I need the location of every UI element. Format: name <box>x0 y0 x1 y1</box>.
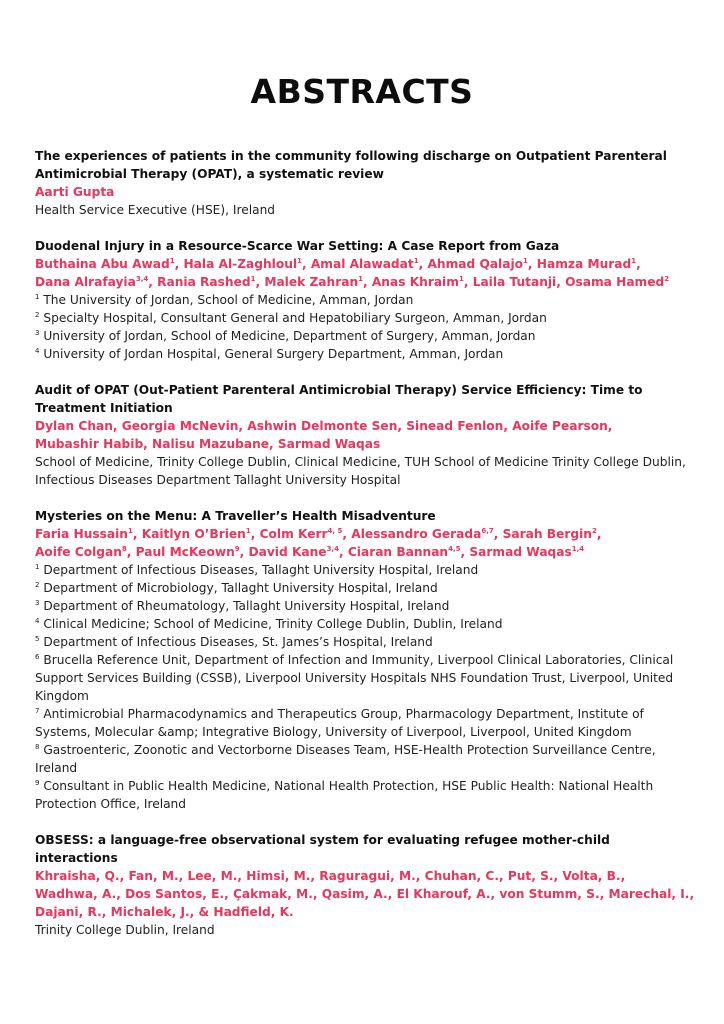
author-name <box>264 275 363 289</box>
author-name-text: Raguragui, M. <box>319 869 416 883</box>
affiliation-text: Health Service Executive (HSE), Ireland <box>35 203 276 217</box>
author-name <box>35 545 127 559</box>
author-name <box>128 869 178 883</box>
author-affiliation-mark: 4, 5 <box>327 526 343 535</box>
affiliation-mark: 3 <box>35 328 40 337</box>
author-name-text: Çakmak, M. <box>232 887 313 901</box>
affiliation-text: Clinical Medicine; School of Medicine, Trinity College Dublin, Dublin, Ireland <box>43 617 503 631</box>
author-affiliation-mark: 2 <box>664 274 670 283</box>
author-affiliation-mark: 6,7 <box>481 526 494 535</box>
author-name-text: Amal Alawadat <box>310 257 414 271</box>
affiliation-mark: 1 <box>35 292 40 301</box>
abstract-title: OBSESS: a language-free observational system for evaluating refugee mother-child interactions <box>35 833 610 865</box>
author-name-text: Sarah Bergin <box>502 527 592 541</box>
author-name <box>247 419 397 433</box>
affiliation-text: School of Medicine, Trinity College Dublin, Clinical Medicine, TUH School of Medicine Trinity College Dublin, Infectious Diseases Department Tallaght University Hospital <box>35 455 686 487</box>
author-name <box>508 869 554 883</box>
author-name <box>199 905 294 919</box>
author-name <box>503 527 597 541</box>
author-name-text: Rania Rashed <box>157 275 251 289</box>
author-name <box>35 905 102 919</box>
author-name-text: Ciaran Bannan <box>347 545 449 559</box>
author-name-text: Dos Santos, E. <box>125 887 225 901</box>
author-name-text: David Kane <box>248 545 327 559</box>
author-name <box>372 275 464 289</box>
author-name <box>142 527 251 541</box>
affiliation-line <box>35 921 695 939</box>
author-affiliation-mark: 9 <box>234 544 240 553</box>
author-name <box>427 257 527 271</box>
affiliation-line <box>35 201 695 219</box>
affiliation-mark: 2 <box>35 580 40 589</box>
author-name <box>152 437 269 451</box>
author-affiliation-mark: 1 <box>631 256 637 265</box>
affiliation-mark: 5 <box>35 634 40 643</box>
author-name <box>122 419 239 433</box>
author-name-text: & Hadfield, K. <box>198 905 294 919</box>
affiliation-line <box>35 615 695 633</box>
author-name-text: Aoife Pearson <box>512 419 608 433</box>
affiliation-mark: 7 <box>35 706 40 715</box>
author-list <box>35 183 695 201</box>
author-list: Buthaina Abu Awad$^1$, Hala Al-Zaghloul$^1$, Amal Alawadat$^1$, Ahmad Qalajo$^1$, Hamza Murad$^1$, Dana Alrafayia$^{3,4}$, Rania Rashed$^1$, Malek Zahran$^1$, Anas Khraim$^1$, Laila Tutanji, Osama Hamed$^2$ <box>35 256 670 289</box>
author-name-text: Qasim, A. <box>321 887 388 901</box>
author-name <box>348 545 461 559</box>
author-name <box>499 887 599 901</box>
author-affiliation-mark: 1,4 <box>571 544 585 553</box>
author-name <box>562 869 620 883</box>
author-name <box>35 185 114 199</box>
abstracts-list <box>35 147 695 957</box>
affiliation-line <box>35 741 695 777</box>
author-affiliation-mark: 1 <box>523 256 528 265</box>
author-name <box>397 887 491 901</box>
author-name <box>35 887 116 901</box>
author-name <box>512 419 608 433</box>
author-name-text: Put, S. <box>507 869 554 883</box>
author-name <box>35 869 120 883</box>
affiliation-text: Department of Infectious Diseases, Tallaght University Hospital, Ireland <box>43 563 479 577</box>
abstract-title: The experiences of patients in the community following discharge on Outpatient Parenteral Antimicrobial Therapy (OPAT), a systematic review <box>35 149 667 181</box>
affiliation-line <box>35 309 695 327</box>
affiliation-text: Gastroenteric, Zoonotic and Vectorborne Diseases Team, HSE-Health Protection Surveillance Centre, Ireland <box>35 743 656 775</box>
author-name-text: Ashwin Delmonte Sen <box>247 419 398 433</box>
author-affiliation-mark: 8 <box>121 544 127 553</box>
author-name <box>187 869 237 883</box>
author-name-text: Paul McKeown <box>135 545 235 559</box>
author-affiliation-mark: 1 <box>169 256 175 265</box>
author-name <box>111 905 190 919</box>
affiliation-mark: 4 <box>35 616 40 625</box>
affiliation-mark: 1 <box>35 562 40 571</box>
author-name <box>425 869 499 883</box>
author-list: Faria Hussain$^1$, Kaitlyn O’Brien$^1$, Colm Kerr$^{4, 5}$, Alessandro Gerada$^{6,7}$, Sarah Bergin$^2$, Aoife Colgan$^8$, Paul McKeown$^9$, David Kane$^{3,4}$, Ciaran Bannan$^{4,5}$, Sarmad Waqas$^{1,4}$ <box>35 526 602 559</box>
author-name-text: Sinead Fenlon <box>406 419 504 433</box>
author-name <box>246 869 310 883</box>
author-name <box>608 887 689 901</box>
author-name-text: von Stumm, S. <box>499 887 600 901</box>
author-name-text: Michalek, J. <box>110 905 190 919</box>
affiliation-text: Specialty Hospital, Consultant General and Hepatobiliary Surgeon, Amman, Jordan <box>43 311 547 325</box>
affiliation-mark: 8 <box>35 742 40 751</box>
affiliation-line <box>35 579 695 597</box>
author-affiliation-mark: 1 <box>127 526 133 535</box>
author-name <box>35 275 148 289</box>
abstract-entry <box>35 831 695 939</box>
author-name-text: Wadhwa, A. <box>35 887 117 901</box>
abstract-entry <box>35 237 695 363</box>
author-affiliation-mark: 1 <box>245 526 251 535</box>
author-name <box>35 437 143 451</box>
author-list: Dylan Chan, Georgia McNevin, Ashwin Delmonte Sen, Sinead Fenlon, Aoife Pearson, Mubashir Habib, Nalisu Mazubane, Sarmad Waqas <box>35 419 613 451</box>
author-name-text: Malek Zahran <box>264 275 359 289</box>
affiliation-line <box>35 453 695 489</box>
author-name <box>260 527 343 541</box>
author-affiliation-mark: 2 <box>591 526 597 535</box>
author-affiliation-mark: 1 <box>413 256 419 265</box>
author-name-text: Mubashir Habib <box>35 437 144 451</box>
author-name <box>35 419 113 433</box>
affiliation-line <box>35 345 695 363</box>
author-name-text: Himsi, M. <box>246 869 311 883</box>
author-affiliation-mark: 1 <box>250 274 256 283</box>
author-name-text: Fan, M. <box>128 869 179 883</box>
author-affiliation-mark: 4,5 <box>448 544 461 553</box>
author-name <box>406 419 503 433</box>
affiliation-text: University of Jordan Hospital, General Surgery Department, Amman, Jordan <box>43 347 504 361</box>
author-name-text: Dana Alrafayia <box>35 275 136 289</box>
affiliation-text: Consultant in Public Health Medicine, National Health Protection, HSE Public Health: National Health Protection Office, Ireland <box>35 779 654 811</box>
affiliation-line <box>35 291 695 309</box>
author-name-text: Buthaina Abu Awad <box>35 257 170 271</box>
author-name <box>319 869 415 883</box>
author-name-text: Khraisha, Q. <box>35 869 120 883</box>
page-title: ABSTRACTS <box>250 72 474 111</box>
author-name <box>473 275 557 289</box>
author-name <box>278 437 380 451</box>
affiliation-line <box>35 651 695 705</box>
author-name-text: Georgia McNevin <box>121 419 239 433</box>
affiliation-text: Antimicrobial Pharmacodynamics and Therapeutics Group, Pharmacology Department, Institute of Systems, Molecular &amp; Integrative Biology, University of Liverpool, Liverpool, United Kingdom <box>35 707 644 739</box>
author-name-text: Faria Hussain <box>35 527 128 541</box>
affiliation-mark: 6 <box>35 652 40 661</box>
author-name <box>565 275 669 289</box>
author-name-text: Colm Kerr <box>259 527 328 541</box>
author-name-text: Hala Al-Zaghloul <box>183 257 298 271</box>
author-name-text: Aarti Gupta <box>35 185 115 199</box>
author-affiliation-mark: 3,4 <box>135 274 149 283</box>
abstract-entry <box>35 147 695 219</box>
affiliation-text: University of Jordan, School of Medicine, Department of Surgery, Amman, Jordan <box>43 329 536 343</box>
author-list: Khraisha, Q., Fan, M., Lee, M., Himsi, M., Raguragui, M., Chuhan, C., Put, S., Volta, B., Wadhwa, A., Dos Santos, E., Çakmak, M., Qasim, A., El Kharouf, A., von Stumm, S., Marechal, I., Dajani, R., Michalek, J., & Hadfield, K. <box>35 869 695 919</box>
affiliation-line <box>35 561 695 579</box>
author-name-text: Dajani, R. <box>35 905 102 919</box>
author-name <box>35 527 133 541</box>
author-name-text: Anas Khraim <box>371 275 459 289</box>
affiliation-line <box>35 705 695 741</box>
author-name-text: Dylan Chan <box>35 419 113 433</box>
author-affiliation-mark: 1 <box>297 256 302 265</box>
abstract-entry <box>35 507 695 813</box>
author-name-text: Alessandro Gerada <box>351 527 482 541</box>
author-affiliation-mark: 3,4 <box>326 544 339 553</box>
author-name-text: Hamza Murad <box>536 257 632 271</box>
author-name-text: Laila Tutanji <box>472 275 557 289</box>
affiliation-text: Department of Microbiology, Tallaght University Hospital, Ireland <box>43 581 438 595</box>
affiliation-text: Trinity College Dublin, Ireland <box>35 923 215 937</box>
affiliation-mark: 9 <box>35 778 40 787</box>
author-name-text: Volta, B. <box>562 869 621 883</box>
author-name <box>311 257 419 271</box>
abstract-title: Mysteries on the Menu: A Traveller’s Health Misadventure <box>35 509 436 523</box>
author-name <box>233 887 313 901</box>
affiliation-text: The University of Jordan, School of Medicine, Amman, Jordan <box>43 293 414 307</box>
affiliation-line <box>35 777 695 813</box>
abstract-entry <box>35 381 695 489</box>
author-name <box>469 545 584 559</box>
author-affiliation-mark: 1 <box>458 274 464 283</box>
affiliation-line <box>35 597 695 615</box>
author-name <box>183 257 301 271</box>
author-affiliation-mark: 1 <box>358 274 363 283</box>
author-name-text: Lee, M. <box>187 869 238 883</box>
author-name-text: Kaitlyn O’Brien <box>141 527 246 541</box>
author-name-text: Chuhan, C. <box>424 869 499 883</box>
affiliation-text: Brucella Reference Unit, Department of Infection and Immunity, Liverpool Clinical Laboratories, Clinical Support Services Building (CSSB), Liverpool University Hospitals NHS Foundation Trust, Liverpool, United Kingdom <box>35 653 674 703</box>
author-name <box>125 887 224 901</box>
author-name-text: Marechal, I. <box>608 887 690 901</box>
author-name-text: Sarmad Waqas <box>469 545 572 559</box>
author-name-text: Sarmad Waqas <box>277 437 381 451</box>
affiliation-text: Department of Infectious Diseases, St. James’s Hospital, Ireland <box>43 635 433 649</box>
author-name <box>157 275 255 289</box>
affiliation-text: Department of Rheumatology, Tallaght University Hospital, Ireland <box>43 599 450 613</box>
author-name <box>351 527 494 541</box>
author-name-text: El Kharouf, A. <box>396 887 491 901</box>
abstract-title: Duodenal Injury in a Resource-Scarce War Setting: A Case Report from Gaza <box>35 239 560 253</box>
affiliation-line <box>35 633 695 651</box>
author-name <box>249 545 339 559</box>
affiliation-mark: 2 <box>35 310 40 319</box>
affiliation-mark: 4 <box>35 346 40 355</box>
author-name <box>537 257 636 271</box>
affiliation-line <box>35 327 695 345</box>
author-name-text: Ahmad Qalajo <box>427 257 524 271</box>
author-name <box>322 887 388 901</box>
author-name <box>136 545 240 559</box>
author-name <box>35 257 175 271</box>
affiliation-mark: 3 <box>35 598 40 607</box>
author-name-text: Aoife Colgan <box>35 545 122 559</box>
author-name-text: Nalisu Mazubane <box>152 437 270 451</box>
abstract-title: Audit of OPAT (Out-Patient Parenteral Antimicrobial Therapy) Service Efficiency: Time to Treatment Initiation <box>35 383 643 415</box>
author-name-text: Osama Hamed <box>565 275 665 289</box>
